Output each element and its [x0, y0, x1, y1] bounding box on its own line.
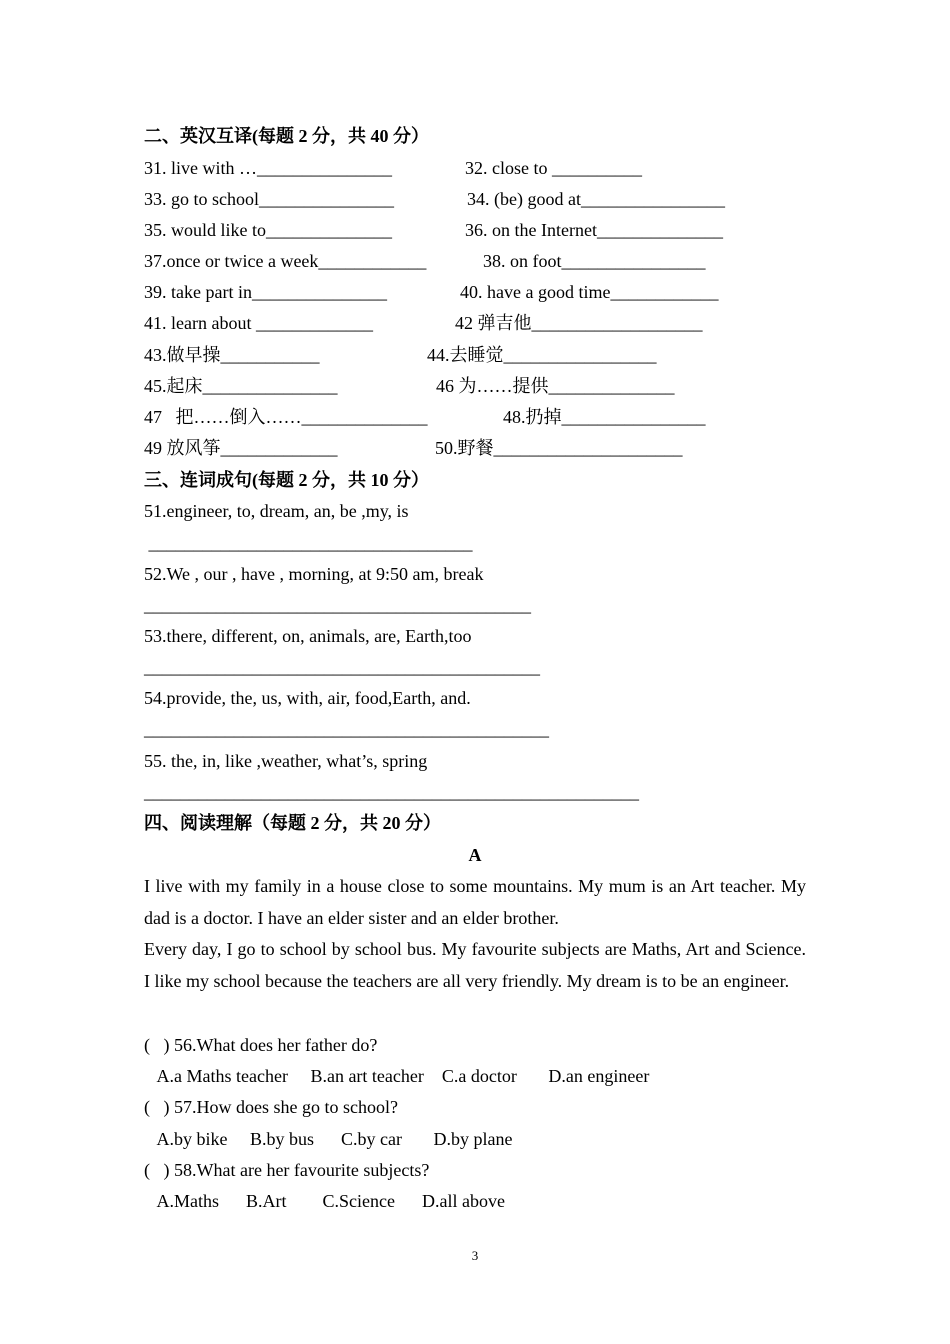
item-36: 36. on the Internet______________ [465, 220, 723, 240]
item-55-answer-line: _______________________________________________________ [144, 782, 639, 802]
question-56-options: A.a Maths teacher B.an art teacher C.a doctor D.an engineer [144, 1066, 650, 1086]
item-34: 34. (be) good at________________ [467, 189, 725, 209]
question-56: ( ) 56.What does her father do? [144, 1035, 378, 1055]
page-number: 3 [471, 1248, 479, 1263]
item-52-answer-line: ___________________________________________ [144, 595, 531, 615]
question-58: ( ) 58.What are her favourite subjects? [144, 1160, 430, 1180]
item-47: 47 把……倒入……______________ [144, 407, 428, 427]
item-51-answer-line: ____________________________________ [144, 533, 473, 553]
item-50: 50.野餐_____________________ [435, 438, 683, 458]
item-40: 40. have a good time____________ [460, 282, 719, 302]
item-31: 31. live with …_______________ [144, 158, 392, 178]
item-44: 44.去睡觉_________________ [427, 345, 657, 365]
item-32: 32. close to __________ [465, 158, 642, 178]
item-38: 38. on foot________________ [483, 251, 706, 271]
section3-title: 三、连词成句(每题 2 分，共 10 分） [144, 470, 429, 490]
item-54-prompt: 54.provide, the, us, with, air, food,Earth, and. [144, 688, 471, 708]
passage-paragraph-1: I live with my family in a house close to some mountains. My mum is an Art teacher. My dad is a doctor. I have an elder sister and an elder brother. [144, 876, 806, 928]
item-46: 46 为……提供______________ [436, 376, 675, 396]
item-41: 41. learn about _____________ [144, 313, 373, 333]
item-48: 48.扔掉________________ [503, 407, 706, 427]
passage-title: A [468, 845, 482, 865]
item-35: 35. would like to______________ [144, 220, 392, 240]
item-54-answer-line: _____________________________________________ [144, 719, 549, 739]
item-33: 33. go to school_______________ [144, 189, 394, 209]
item-53-answer-line: ____________________________________________ [144, 657, 540, 677]
question-58-options: A.Maths B.Art C.Science D.all above [144, 1191, 505, 1211]
section2-title: 二、英汉互译(每题 2 分，共 40 分） [144, 126, 429, 146]
passage-paragraph-2: Every day, I go to school by school bus. My favourite subjects are Maths, Art and Science. I like my school because the teachers are all very friendly. My dream is to be an engineer. [144, 939, 806, 991]
section4-title: 四、阅读理解（每题 2 分，共 20 分） [144, 813, 441, 833]
question-57-options: A.by bike B.by bus C.by car D.by plane [144, 1129, 513, 1149]
item-43: 43.做早操___________ [144, 345, 320, 365]
item-51-prompt: 51.engineer, to, dream, an, be ,my, is [144, 501, 409, 521]
item-37: 37.once or twice a week____________ [144, 251, 427, 271]
question-57: ( ) 57.How does she go to school? [144, 1097, 398, 1117]
item-55-prompt: 55. the, in, like ,weather, what’s, spring [144, 751, 428, 771]
item-42: 42 弹吉他___________________ [455, 313, 703, 333]
item-39: 39. take part in_______________ [144, 282, 387, 302]
item-49: 49 放风筝_____________ [144, 438, 338, 458]
item-52-prompt: 52.We , our , have , morning, at 9:50 am, break [144, 564, 484, 584]
item-45: 45.起床_______________ [144, 376, 338, 396]
item-53-prompt: 53.there, different, on, animals, are, Earth,too [144, 626, 472, 646]
